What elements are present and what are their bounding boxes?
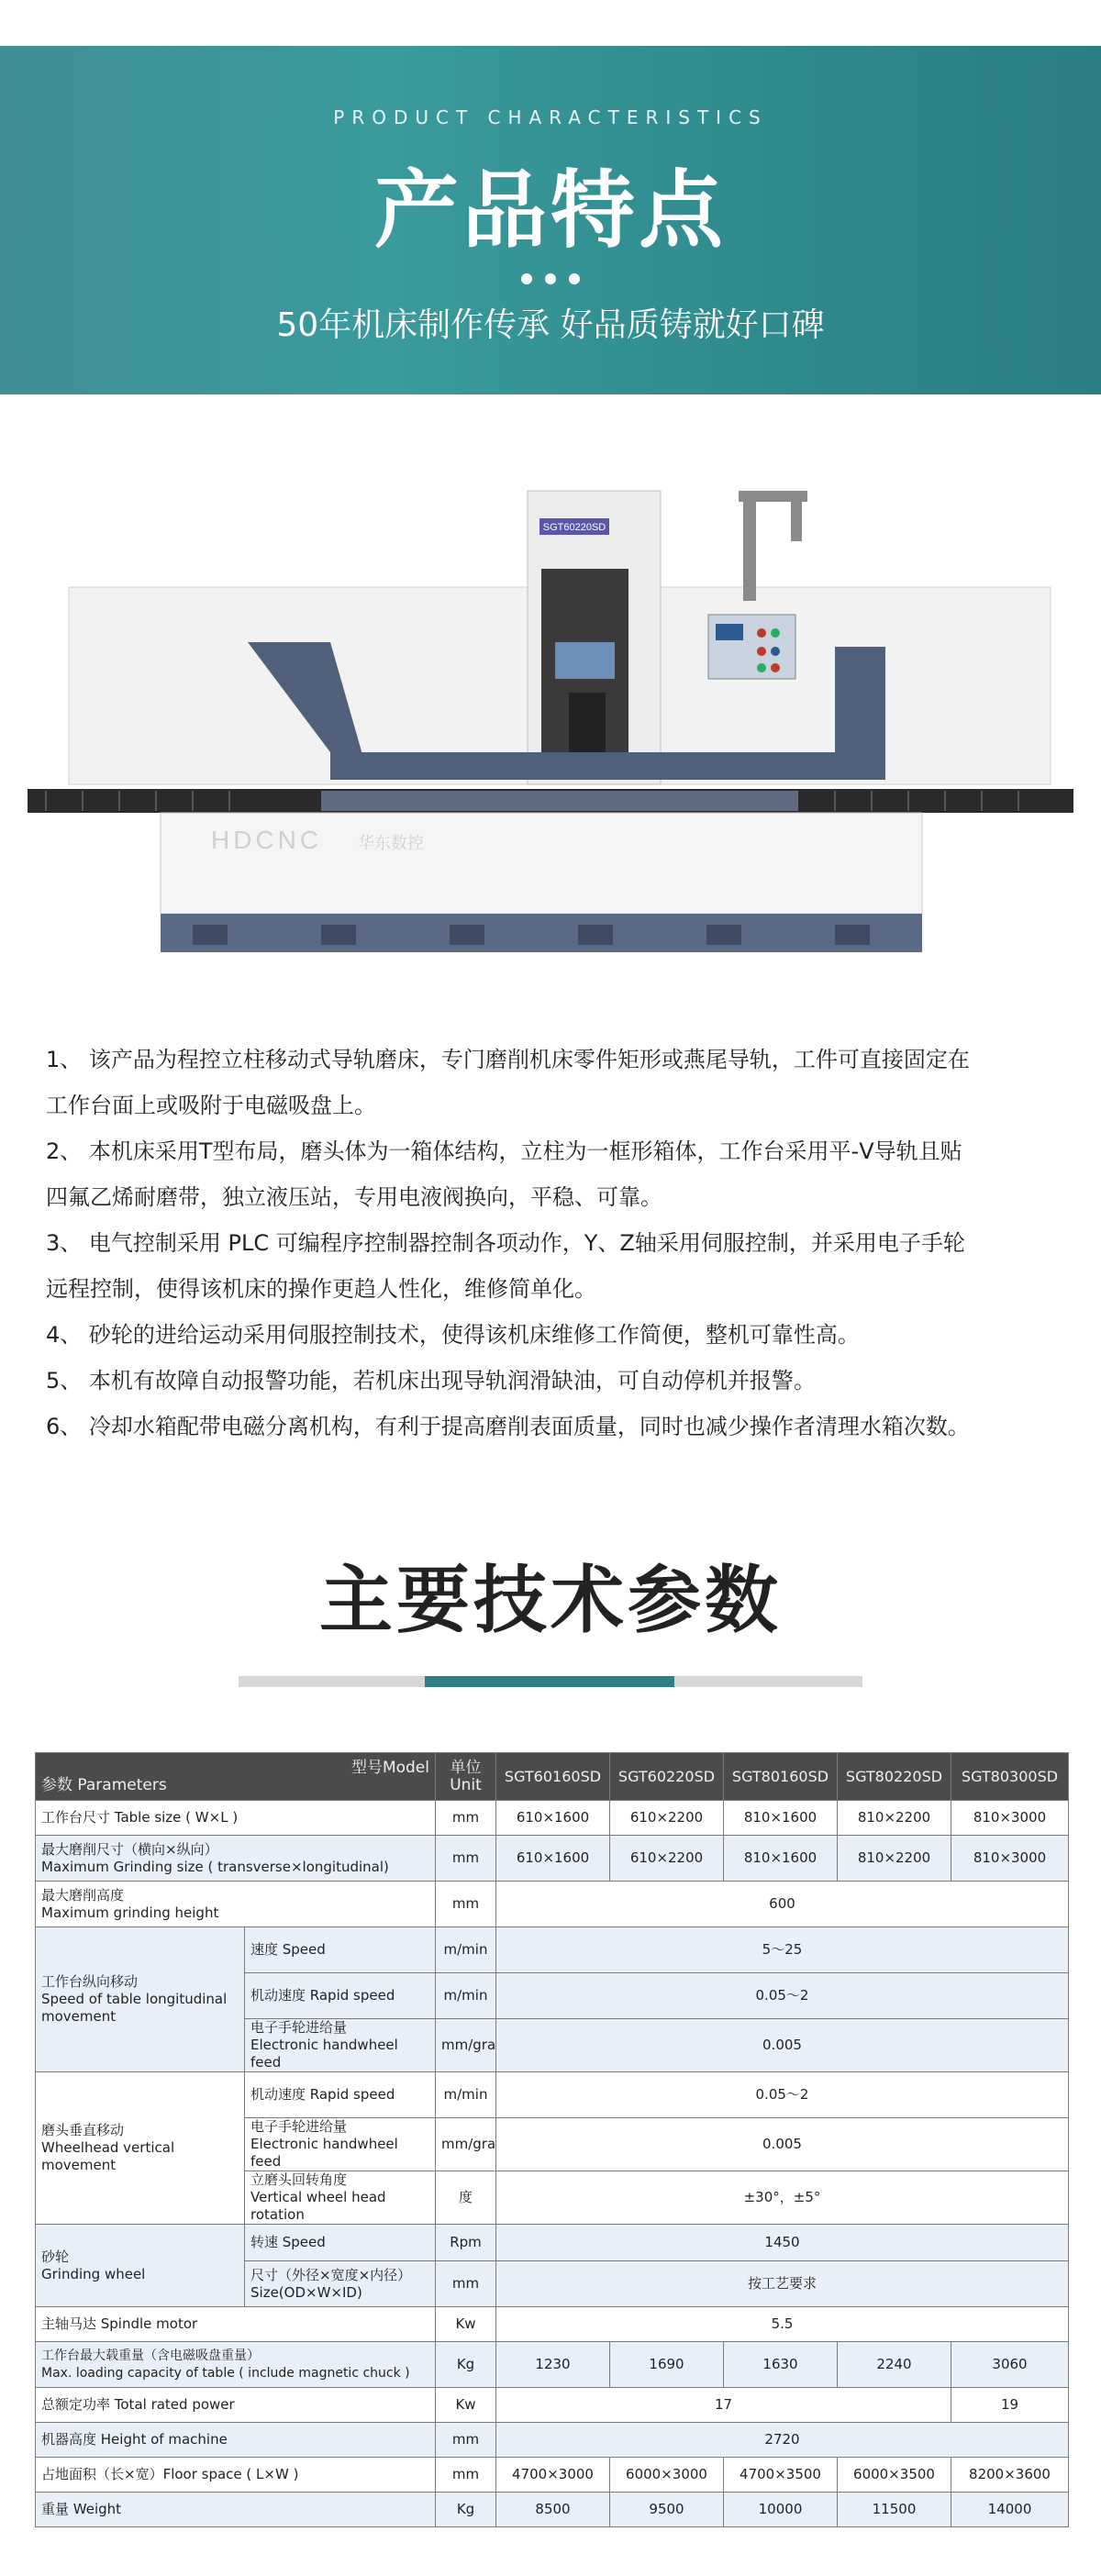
row-value: 610×1600 — [496, 1836, 610, 1882]
row-label-cn: 电子手轮进给量 — [250, 2118, 348, 2135]
feature-line: 工作台面上或吸附于电磁吸盘上。 — [46, 1093, 376, 1118]
row-unit: 度 — [436, 2171, 496, 2225]
row-unit: Kg — [436, 2493, 496, 2527]
group-label-en: Speed of table longitudinal movement — [41, 1991, 228, 2025]
feature-line: 3、 电气控制采用 PLC 可编程序控制器控制各项动作，Y、Z轴采用伺服控制，并采用电子手轮 — [46, 1230, 965, 1256]
row-value: 810×3000 — [951, 1801, 1069, 1836]
row-value: 19 — [951, 2388, 1069, 2423]
table-row — [36, 1927, 1069, 1973]
row-value: ±30°，±5° — [496, 2171, 1069, 2225]
row-value: 1690 — [610, 2342, 724, 2388]
hero-title: 产品特点 — [373, 161, 727, 260]
row-value: 0.005 — [496, 2118, 1069, 2171]
row-unit: mm — [436, 2458, 496, 2493]
table-row — [36, 2493, 1069, 2527]
row-value: 5.5 — [496, 2307, 1069, 2342]
feature-line: 6、 冷却水箱配带电磁分离机构，有利于提高磨削表面质量，同时也减少操作者清理水箱次数。 — [46, 1414, 970, 1439]
group-label-cn: 砂轮 — [41, 2248, 70, 2265]
row-label-en: Size(OD×W×ID) — [250, 2283, 362, 2301]
row-value: 1450 — [496, 2225, 1069, 2261]
model-plate: SGT60220SD — [542, 522, 606, 533]
table-row — [36, 2342, 1069, 2388]
row-label: 机器高度 Height of machine — [36, 2423, 436, 2458]
row-unit: Kw — [436, 2307, 496, 2342]
row-label: 重量 Weight — [36, 2493, 436, 2527]
row-label-en: Maximum grinding height — [41, 1904, 219, 1921]
row-unit: mm — [436, 2261, 496, 2307]
row-unit: mm — [436, 1801, 496, 1836]
table-row — [36, 2388, 1069, 2423]
row-unit: Kw — [436, 2388, 496, 2423]
row-value: 810×2200 — [838, 1836, 951, 1882]
spec-table — [35, 1752, 1069, 2527]
row-label: 总额定功率 Total rated power — [36, 2388, 436, 2423]
row-label: 速度 Speed — [245, 1927, 436, 1973]
row-value: 14000 — [951, 2493, 1069, 2527]
row-label: 主轴马达 Spindle motor — [36, 2307, 436, 2342]
table-header — [36, 1753, 1069, 1801]
logo-cn: 华东数控 — [358, 834, 424, 852]
specs-title: 主要技术参数 — [319, 1558, 782, 1643]
feature-line: 2、 本机床采用T型布局，磨头体为一箱体结构，立柱为一框形箱体，工作台采用平-V导轨且贴 — [46, 1138, 962, 1164]
row-value: 0.05～2 — [496, 2072, 1069, 2118]
row-label-cn: 工作台最大载重量（含电磁吸盘重量） — [41, 2348, 260, 2363]
table-row — [36, 2225, 1069, 2261]
table-row — [36, 1836, 1069, 1882]
feature-line: 1、 该产品为程控立柱移动式导轨磨床，专门磨削机床零件矩形或燕尾导轨，工件可直接固定在 — [46, 1047, 970, 1072]
row-value: 610×2200 — [610, 1801, 724, 1836]
row-value: 10000 — [724, 2493, 838, 2527]
row-value: 4700×3500 — [724, 2458, 838, 2493]
table-row — [36, 2458, 1069, 2493]
row-value: 1230 — [496, 2342, 610, 2388]
hero-banner — [0, 46, 1101, 394]
row-label-en: Maximum Grinding size ( transverse×longitudinal) — [41, 1858, 389, 1875]
row-value: 11500 — [838, 2493, 951, 2527]
row-unit: m/min — [436, 1973, 496, 2019]
row-label-en: Electronic handwheel feed — [250, 2037, 398, 2071]
row-value: 6000×3500 — [838, 2458, 951, 2493]
row-value: 6000×3000 — [610, 2458, 724, 2493]
feature-line: 远程控制，使得该机床的操作更趋人性化，维修简单化。 — [46, 1276, 596, 1302]
row-label: 占地面积（长×宽）Floor space ( L×W ) — [36, 2458, 436, 2493]
header-model-label: 型号Model — [350, 1758, 429, 1777]
table-row — [36, 1882, 1069, 1927]
header-unit-en: Unit — [450, 1775, 482, 1794]
header-model: SGT60220SD — [610, 1753, 724, 1801]
row-unit: mm/gra — [436, 2019, 496, 2072]
row-label-cn: 立磨头回转角度 — [250, 2171, 348, 2188]
row-value: 1630 — [724, 2342, 838, 2388]
row-label: 机动速度 Rapid speed — [245, 1973, 436, 2019]
row-label-en: Electronic handwheel feed — [250, 2136, 398, 2170]
row-value: 610×2200 — [610, 1836, 724, 1882]
hero-subtitle: PRODUCT CHARACTERISTICS — [333, 106, 768, 128]
row-unit: mm — [436, 1882, 496, 1927]
feature-line: 5、 本机有故障自动报警功能，若机床出现导轨润滑缺油，可自动停机并报警。 — [46, 1368, 816, 1393]
row-value: 810×1600 — [724, 1801, 838, 1836]
row-label-cn: 最大磨削尺寸（横向×纵向） — [41, 1840, 218, 1858]
header-unit-cn: 单位 — [450, 1758, 482, 1777]
table-row — [36, 2307, 1069, 2342]
header-model: SGT80220SD — [838, 1753, 951, 1801]
row-value: 8500 — [496, 2493, 610, 2527]
hero-dots — [0, 271, 1101, 288]
row-value: 2240 — [838, 2342, 951, 2388]
row-label: 转速 Speed — [245, 2225, 436, 2261]
feature-line: 四氟乙烯耐磨带，独立液压站，专用电液阀换向，平稳、可靠。 — [46, 1184, 662, 1210]
grinding-machine-image — [28, 477, 1073, 954]
header-model: SGT80160SD — [724, 1753, 838, 1801]
row-label: 机动速度 Rapid speed — [245, 2072, 436, 2118]
feature-list — [46, 1037, 1064, 1449]
header-model: SGT60160SD — [496, 1753, 610, 1801]
row-value: 17 — [496, 2388, 951, 2423]
group-label-cn: 工作台纵向移动 — [41, 1973, 139, 1990]
header-param-label: 参数 Parameters — [41, 1775, 167, 1794]
hero-slogan: 50年机床制作传承 好品质铸就好口碑 — [276, 306, 825, 344]
title-divider-accent — [425, 1676, 674, 1687]
logo-text: HDCNC — [211, 826, 323, 854]
row-label-cn: 电子手轮进给量 — [250, 2019, 348, 2036]
row-unit: mm — [436, 2423, 496, 2458]
row-value: 9500 — [610, 2493, 724, 2527]
row-label-cn: 尺寸（外径×宽度×内径） — [250, 2266, 412, 2283]
feature-line: 4、 砂轮的进给运动采用伺服控制技术，使得该机床维修工作简便，整机可靠性高。 — [46, 1322, 860, 1348]
row-value: 610×1600 — [496, 1801, 610, 1836]
row-unit: mm — [436, 1836, 496, 1882]
row-value: 2720 — [496, 2423, 1069, 2458]
row-unit: m/min — [436, 1927, 496, 1973]
row-value: 5～25 — [496, 1927, 1069, 1973]
row-value: 8200×3600 — [951, 2458, 1069, 2493]
row-value: 810×3000 — [951, 1836, 1069, 1882]
row-value: 600 — [496, 1882, 1069, 1927]
row-unit: Rpm — [436, 2225, 496, 2261]
table-row — [36, 2072, 1069, 2118]
group-label-cn: 磨头垂直移动 — [41, 2122, 125, 2138]
group-label-en: Wheelhead vertical movement — [41, 2139, 175, 2173]
row-unit: mm/gra — [436, 2118, 496, 2171]
table-row — [36, 1801, 1069, 1836]
row-unit: m/min — [436, 2072, 496, 2118]
row-unit: Kg — [436, 2342, 496, 2388]
row-label: 工作台尺寸 Table size ( W×L ) — [36, 1801, 436, 1836]
row-value: 按工艺要求 — [496, 2261, 1069, 2307]
row-value: 810×1600 — [724, 1836, 838, 1882]
row-value: 0.05～2 — [496, 1973, 1069, 2019]
group-label-en: Grinding wheel — [41, 2265, 146, 2282]
row-label-cn: 最大磨削高度 — [41, 1886, 125, 1904]
table-row — [36, 2423, 1069, 2458]
row-value: 0.005 — [496, 2019, 1069, 2072]
row-value: 3060 — [951, 2342, 1069, 2388]
row-value: 810×2200 — [838, 1801, 951, 1836]
row-label-en: Vertical wheel head rotation — [250, 2189, 386, 2223]
row-value: 4700×3000 — [496, 2458, 610, 2493]
header-model: SGT80300SD — [951, 1753, 1069, 1801]
row-label-en: Max. loading capacity of table ( include magnetic chuck ) — [41, 2365, 410, 2381]
